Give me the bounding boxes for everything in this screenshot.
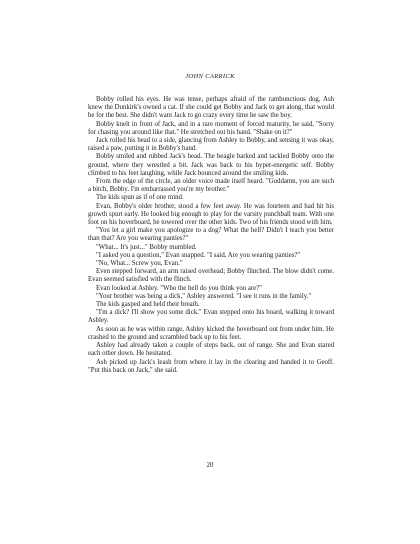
- paragraph: Even stepped forward, an arm raised overhead; Bobby flinched. The blow didn't come. Evan seemed satisfied with the flinch.: [88, 268, 334, 284]
- paragraph: Ashley had already taken a couple of steps back, out of range. She and Evan stared each other down. He hesitated.: [88, 342, 334, 358]
- paragraph: Ash picked up Jack's leash from where it lay in the clearing and handed it to Geoff. "Put this back on Jack," she said.: [88, 358, 334, 374]
- running-head: JOHN CARRICK: [185, 73, 235, 80]
- paragraph: From the edge of the circle, an older voice made itself heard. "Goddamn, you are such a bitch, Bobby. I'm embarrassed you're my brother.": [88, 178, 334, 194]
- paragraph: Jack rolled his head to a side, glancing from Ashley to Bobby, and sensing it was okay, raised a paw, putting it in Bobby's hand.: [88, 137, 334, 153]
- paragraph: "I'm a dick? I'll show you some dick." Evan stepped onto his board, walking it toward Ashley.: [88, 309, 334, 325]
- paragraph: "Your brother was being a dick," Ashley answered. "I see it runs in the family.": [96, 292, 312, 300]
- paragraph: "No, What... Screw you, Evan.": [96, 260, 183, 268]
- paragraph: As soon as he was within range, Ashley kicked the hoverboard out from under him. He crashed to the ground and scrambled back up to his feet.: [88, 325, 334, 341]
- paragraph: "You let a girl make you apologize to a dog? What the hell? Didn't I teach you better than that? Are you wearing panties?": [88, 227, 334, 243]
- page-number: 20: [206, 462, 214, 469]
- paragraph: Bobby rolled his eyes. He was tense, perhaps afraid of the rambunctious dog, Ash knew the Dunkirk's owned a cat. If she could get Bobby and Jack to get along, that would be for the best. She didn't want Jack to go crazy every time he saw the boy.: [88, 96, 334, 120]
- paragraph: The kids gasped and held their breath.: [96, 301, 200, 309]
- paragraph: "I asked you a question," Evan snapped. "I said, Are you wearing panties?": [96, 251, 301, 259]
- paragraph: Bobby knelt in front of Jack, and in a rare moment of forced maturity, he said, "Sorry for chasing you around like that." He stretched out his hand. "Shake on it?": [88, 120, 334, 136]
- paragraph: Evan, Bobby's older brother, stood a few feet away. He was fourteen and had hit his growth spurt early. He looked big enough to play for the varsity punchball team. With one foot on his hoverboard, he towered over the other kids. Two of his friends stood with him.: [88, 202, 334, 227]
- paragraph: Bobby smiled and rubbed Jack's head. The beagle barked and tackled Bobby onto the ground, where they wrestled a bit. Jack was back to his hyper-energetic self. Bobby climbed to his feet laughing, while Jack bounced around the smiling kids.: [88, 153, 334, 177]
- paragraph: Evan looked at Ashley. "Who the hell do you think you are?": [96, 284, 262, 292]
- body-text: [88, 96, 334, 375]
- paragraph: "What... It's just..." Bobby mumbled.: [96, 243, 197, 251]
- paragraph: The kids spun as if of one mind.: [96, 194, 184, 202]
